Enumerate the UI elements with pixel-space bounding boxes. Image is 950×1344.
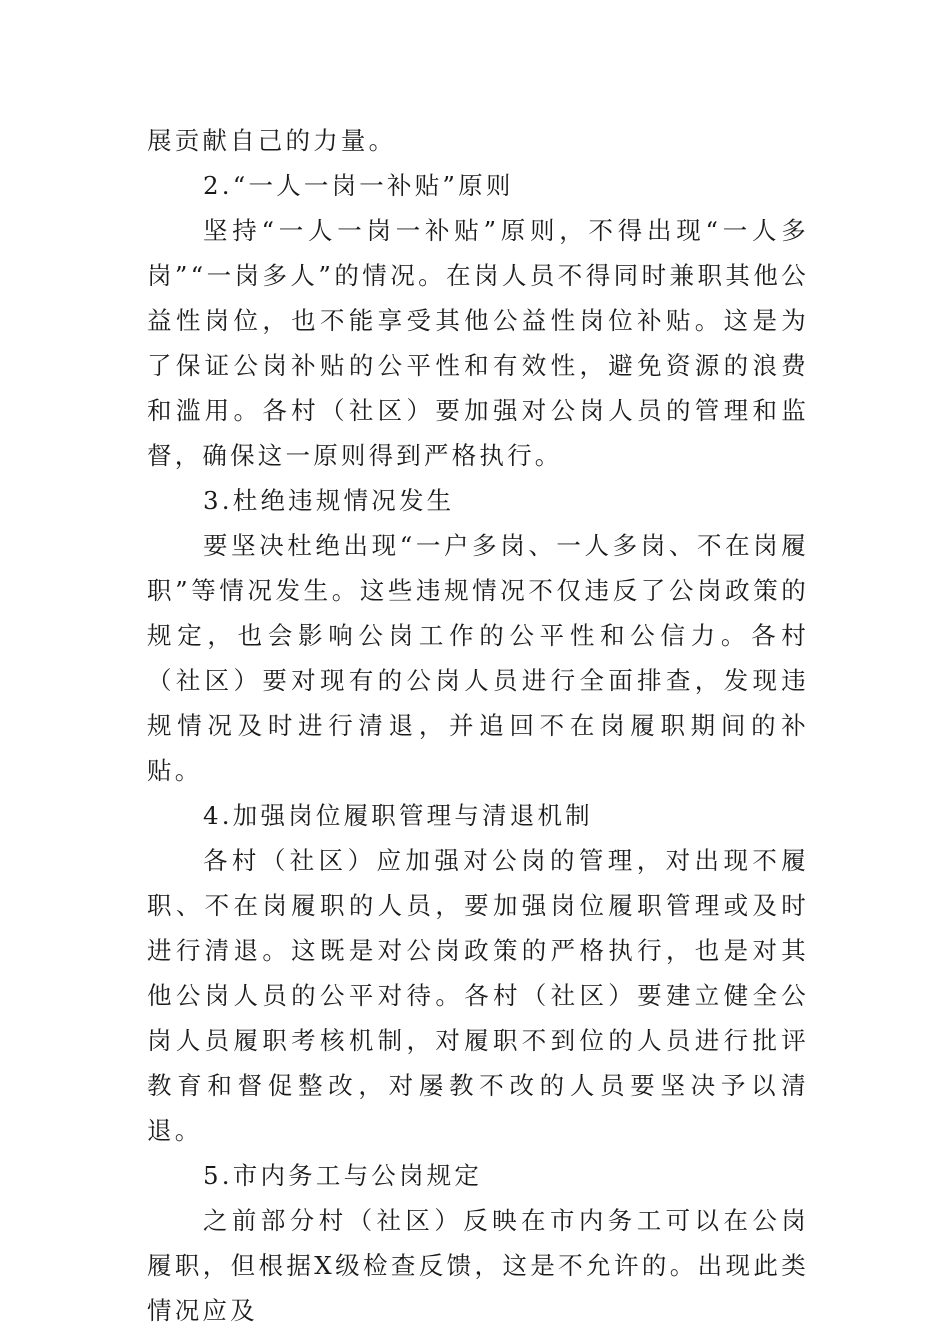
paragraph-section-3: 要坚决杜绝出现“一户多岗、一人多岗、不在岗履职”等情况发生。这些违规情况不仅违反了公岗政策的规定，也会影响公岗工作的公平性和公信力。各村（社区）要对现有的公岗人员进行全面排查，发现违规情况及时进行清退，并追回不在岗履职期间的补贴。 xyxy=(147,531,809,785)
paragraph-continuation: 展贡献自己的力量。 xyxy=(147,126,397,155)
document-body xyxy=(147,118,809,1333)
section-heading-2: 2.“一人一岗一补贴”原则 xyxy=(203,171,514,200)
section-heading-5: 5.市内务工与公岗规定 xyxy=(203,1161,483,1190)
paragraph-section-4: 各村（社区）应加强对公岗的管理，对出现不履职、不在岗履职的人员，要加强岗位履职管理或及时进行清退。这既是对公岗政策的严格执行，也是对其他公岗人员的公平对待。各村（社区）要建立健全公岗人员履职考核机制，对履职不到位的人员进行批评教育和督促整改，对屡教不改的人员要坚决予以清退。 xyxy=(147,846,809,1145)
paragraph-section-2: 坚持“一人一岗一补贴”原则，不得出现“一人多岗”“一岗多人”的情况。在岗人员不得同时兼职其他公益性岗位，也不能享受其他公益性岗位补贴。这是为了保证公岗补贴的公平性和有效性，避免资源的浪费和滥用。各村（社区）要加强对公岗人员的管理和监督，确保这一原则得到严格执行。 xyxy=(147,216,809,470)
section-heading-4: 4.加强岗位履职管理与清退机制 xyxy=(203,801,593,830)
section-heading-3: 3.杜绝违规情况发生 xyxy=(203,486,455,515)
paragraph-section-5: 之前部分村（社区）反映在市内务工可以在公岗履职，但根据X级检查反馈，这是不允许的。出现此类情况应及 xyxy=(147,1206,809,1325)
